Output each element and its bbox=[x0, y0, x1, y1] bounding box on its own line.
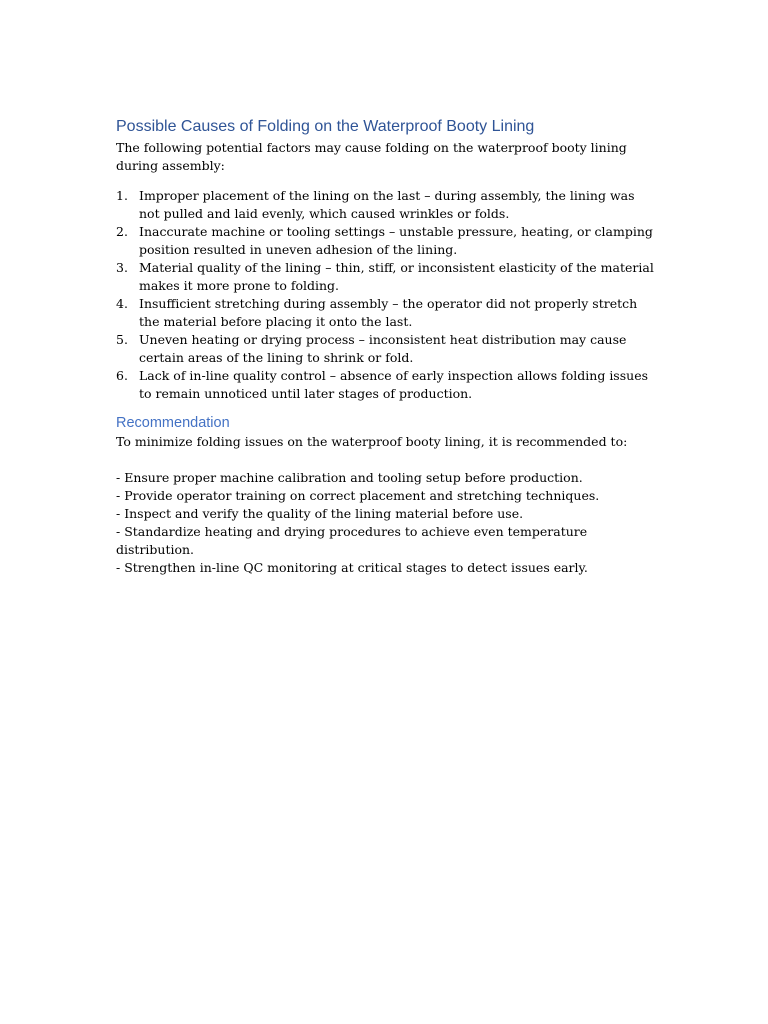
list-item-number: 2. bbox=[116, 224, 128, 239]
list-item-number: 5. bbox=[116, 332, 128, 347]
list-item bbox=[116, 331, 656, 367]
recommendation-item: - Provide operator training on correct placement and stretching techniques. bbox=[116, 488, 600, 503]
list-item-number: 6. bbox=[116, 368, 128, 383]
recommendation-item: - Ensure proper machine calibration and tooling setup before production. bbox=[116, 470, 583, 485]
list-item-text: Material quality of the lining – thin, stiff, or inconsistent elasticity of the material makes it more prone to folding. bbox=[139, 260, 654, 293]
recommendation-item: - Standardize heating and drying procedures to achieve even temperature distribution. bbox=[116, 524, 588, 557]
list-item-text: Insufficient stretching during assembly – the operator did not properly stretch the material before placing it onto the last. bbox=[139, 296, 638, 329]
list-item bbox=[116, 367, 656, 403]
document-page bbox=[116, 116, 656, 577]
causes-list bbox=[116, 187, 656, 403]
list-item bbox=[116, 223, 656, 259]
list-item-number: 4. bbox=[116, 296, 128, 311]
list-item-text: Inaccurate machine or tooling settings – unstable pressure, heating, or clamping position resulted in uneven adhesion of the lining. bbox=[139, 224, 653, 257]
list-item bbox=[116, 259, 656, 295]
recommendation-item: - Inspect and verify the quality of the lining material before use. bbox=[116, 506, 524, 521]
list-item-text: Uneven heating or drying process – inconsistent heat distribution may cause certain areas of the lining to shrink or fold. bbox=[139, 332, 627, 365]
recommendation-item: - Strengthen in-line QC monitoring at critical stages to detect issues early. bbox=[116, 560, 588, 575]
list-item bbox=[116, 295, 656, 331]
recommendation-heading: Recommendation bbox=[116, 415, 230, 431]
list-item-number: 3. bbox=[116, 260, 128, 275]
recommendation-intro: To minimize folding issues on the waterproof booty lining, it is recommended to: bbox=[116, 434, 628, 449]
list-item-text: Lack of in-line quality control – absence of early inspection allows folding issues to remain unnoticed until later stages of production. bbox=[139, 368, 649, 401]
recommendation-list bbox=[116, 469, 656, 577]
list-item-text: Improper placement of the lining on the last – during assembly, the lining was not pulled and laid evenly, which caused wrinkles or folds. bbox=[139, 188, 635, 221]
list-item bbox=[116, 187, 656, 223]
list-item-number: 1. bbox=[116, 188, 128, 203]
intro-paragraph: The following potential factors may cause folding on the waterproof booty lining during assembly: bbox=[116, 140, 627, 173]
document-title: Possible Causes of Folding on the Waterproof Booty Lining bbox=[116, 118, 535, 135]
